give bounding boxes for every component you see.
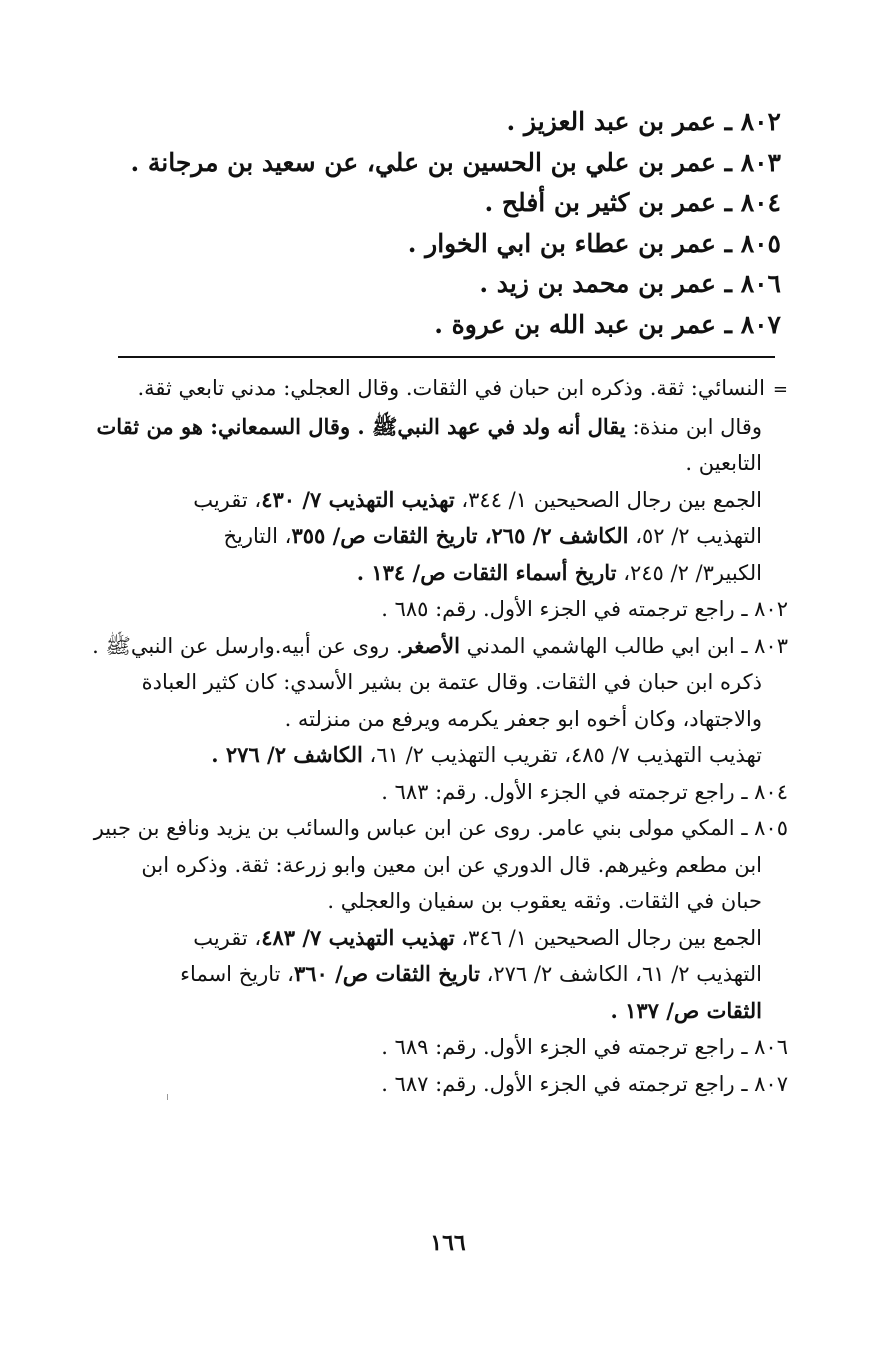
footnote-text-bold: تاريخ الثقات ص/ ٣٦٠: [293, 961, 480, 986]
footnote-text-bold: الكاشف ٢/ ٢٦٥، تاريخ الثقات ص/ ٣٥٥: [291, 523, 629, 548]
footnote-text: ٨٠٧ ـ راجع ترجمته في الجزء الأول. رقم: ٦٨٧ .: [381, 1071, 788, 1096]
footnote-text: ٨٠٥ ـ المكي مولى بني عامر. روى عن ابن عباس والسائب بن يزيد ونافع بن جبير: [93, 816, 788, 840]
footnote-text: الجمع بين رجال الصحيحين ١/ ٣٤٦،: [454, 925, 762, 950]
footnote-text: ٨٠٤ ـ راجع ترجمته في الجزء الأول. رقم: ٦٨٣ .: [381, 779, 788, 804]
footnote-text: ذكره ابن حبان في الثقات. وقال عتمة بن بشير الأسدي: كان كثير العبادة: [141, 670, 762, 694]
footnote-line: [88, 664, 788, 701]
footnote-803: [88, 628, 788, 774]
footnote-line: [88, 920, 788, 957]
footnote-text-bold: تاريخ أسماء الثقات ص/ ١٣٤ .: [356, 559, 617, 585]
footnote-text: ، تاريخ اسماء: [180, 962, 294, 986]
footnote-line: [88, 555, 788, 592]
footnote-805: [88, 810, 788, 1029]
footnote-text-bold: تهذيب التهذيب ٧/ ٤٣٠: [261, 486, 455, 512]
footnote-line: [88, 956, 788, 993]
footnote-text: ٨٠٣ ـ ابن ابي طالب الهاشمي المدني: [460, 633, 788, 658]
footnote-text: تهذيب التهذيب ٧/ ٤٨٥، تقريب التهذيب ٢/ ٦١،: [362, 743, 762, 767]
footnote-line: [88, 518, 788, 555]
footnote-line: [88, 370, 788, 409]
footnote-text: . روى عن أبيه.وارسل عن النبيﷺ .: [92, 633, 403, 658]
footnote-802: [88, 591, 788, 628]
footnote-line: [88, 445, 788, 482]
footnote-continuation: [88, 370, 788, 591]
footnote-text: الكبير٣/ ٢/ ٢٤٥،: [616, 560, 762, 585]
footnote-text: التهذيب ٢/ ٦١، الكاشف ٢/ ٢٧٦،: [479, 962, 762, 986]
footnote-text: الجمع بين رجال الصحيحين ١/ ٣٤٤،: [454, 487, 762, 512]
footnote-line: [88, 883, 788, 920]
footnote-text: ، تقريب: [193, 925, 262, 950]
footnote-line: [88, 993, 788, 1030]
footnote-text: ، تقريب: [193, 487, 262, 512]
footnote-text: ابن مطعم وغيرهم. قال الدوري عن ابن معين وابو زرعة: ثقة. وذكره ابن: [141, 852, 762, 877]
footnote-806: [88, 1029, 788, 1066]
footnotes-section: [88, 370, 788, 1102]
footnote-text-bold: تهذيب التهذيب ٧/ ٤٨٣: [261, 924, 455, 950]
entry-806: ٨٠٦ ـ عمر بن محمد بن زيد .: [479, 269, 781, 298]
footnote-line: [88, 737, 788, 774]
footnote-804: [88, 774, 788, 811]
footnote-line: [88, 591, 788, 628]
page-number: ١٦٦: [430, 1230, 466, 1256]
footnote-line: [88, 701, 788, 738]
footnote-text: التابعين .: [685, 451, 762, 475]
footnote-text: والاجتهاد، وكان أخوه ابو جعفر يكرمه ويرفع من منزلته .: [284, 706, 762, 731]
scan-speck: [167, 1094, 171, 1100]
entry-807: ٨٠٧ ـ عمر بن عبد الله بن عروة .: [434, 309, 781, 339]
main-entries-list: [121, 102, 781, 345]
footnote-line: [88, 774, 788, 811]
footnote-divider: [118, 356, 775, 358]
footnote-text: ٨٠٢ ـ راجع ترجمته في الجزء الأول. رقم: ٦٨٥ .: [381, 597, 788, 621]
footnote-line: [88, 1066, 788, 1103]
footnote-text: النسائي: ثقة. وذكره ابن حبان في الثقات. وقال العجلي: مدني تابعي ثقة.: [137, 376, 765, 400]
footnote-text-bold: الأصغر: [402, 632, 460, 658]
footnote-text-bold: الثقات ص/ ١٣٧ .: [610, 997, 762, 1023]
footnote-text: ، التاريخ: [223, 524, 292, 548]
footnote-807: [88, 1066, 788, 1103]
entry-803: ٨٠٣ ـ عمر بن علي بن الحسين بن علي، عن سعيد بن مرجانة .: [130, 147, 781, 177]
footnote-text: التهذيب ٢/ ٥٢،: [628, 524, 762, 548]
footnote-line: [88, 847, 788, 884]
entry-802: ٨٠٢ ـ عمر بن عبد العزيز .: [506, 107, 781, 136]
footnote-line: [88, 810, 788, 847]
entry-805: ٨٠٥ ـ عمر بن عطاء بن ابي الخوار .: [407, 228, 781, 258]
entry-804: ٨٠٤ ـ عمر بن كثير بن أفلح .: [484, 188, 781, 217]
footnote-text-bold: الكاشف ٢/ ٢٧٦ .: [211, 742, 363, 767]
footnote-line: [88, 409, 788, 446]
footnote-text: ٨٠٦ ـ راجع ترجمته في الجزء الأول. رقم: ٦٨٩ .: [381, 1035, 788, 1059]
footnote-text-bold: يقال أنه ولد في عهد النبيﷺ . وقال السمعاني: هو من ثقات: [96, 413, 626, 439]
footnote-text: وقال ابن منذة:: [625, 414, 762, 439]
footnote-line: [88, 1029, 788, 1066]
continuation-marker: =: [772, 379, 788, 400]
footnote-line: [88, 482, 788, 519]
footnote-line: [88, 628, 788, 665]
footnote-text: حبان في الثقات. وثقه يعقوب بن سفيان والعجلي .: [327, 889, 762, 913]
